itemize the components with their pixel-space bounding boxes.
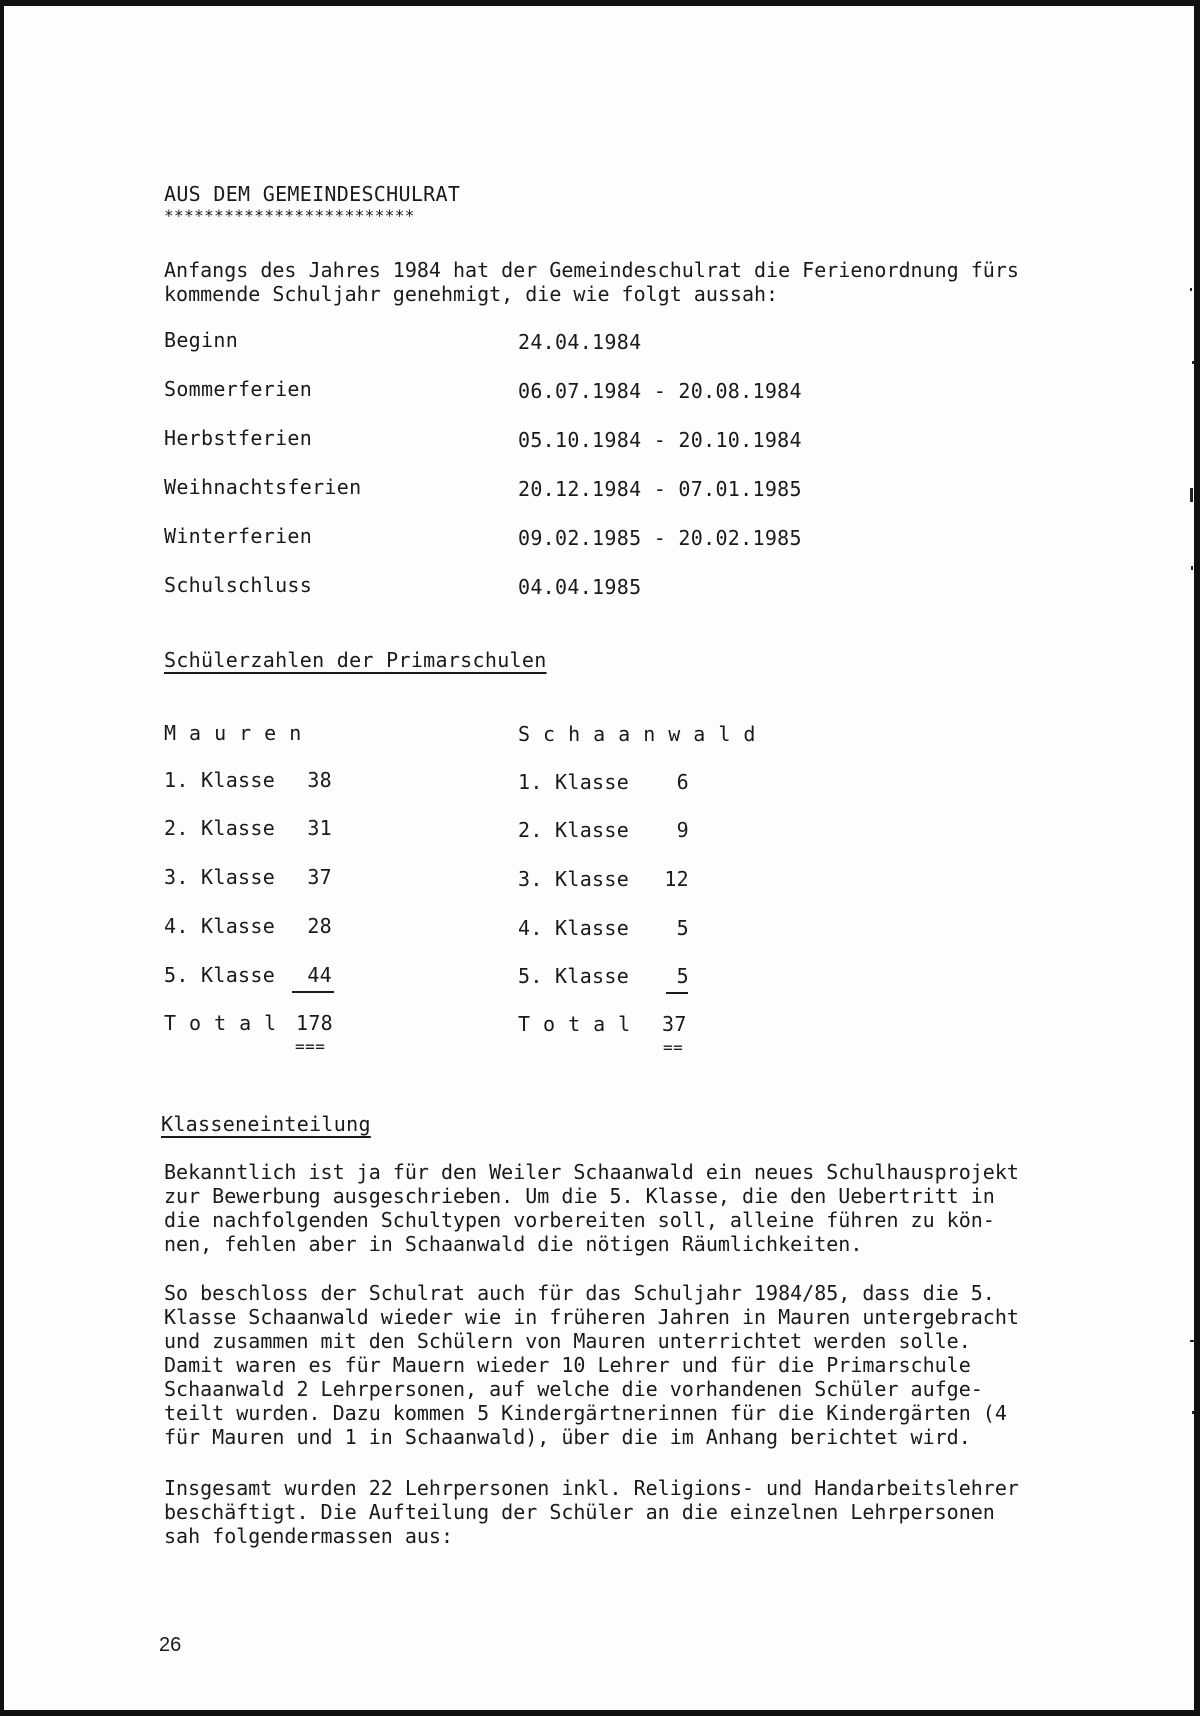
intro-line: Anfangs des Jahres 1984 hat der Gemeindeschulrat die Ferienordnung fürs — [164, 258, 1019, 282]
schedule-label: Winterferien — [164, 524, 313, 548]
heading-asterisk-rule: ************************* — [164, 206, 415, 225]
total-label: Total — [164, 1011, 290, 1035]
class-label: 2. Klasse — [164, 816, 276, 840]
paragraph-teachers — [164, 1476, 1028, 1548]
paragraph-line: Insgesamt wurden 22 Lehrpersonen inkl. Religions- und Handarbeitslehrer — [164, 1476, 1019, 1500]
schaanwald-title: Schaanwald — [518, 722, 769, 746]
paragraph-line: teilt wurden. Dazu kommen 5 Kindergärtnerinnen für die Kindergärten (4 — [164, 1401, 1007, 1425]
class-label: 3. Klasse — [518, 867, 630, 891]
class-count: 5 — [676, 964, 689, 988]
paragraph-school-project — [164, 1160, 1028, 1256]
paragraph-line: Bekanntlich ist ja für den Weiler Schaanwald ein neues Schulhausprojekt — [164, 1160, 1019, 1184]
scan-speck — [1192, 1411, 1194, 1414]
paragraph-line: die nachfolgenden Schultypen vorbereiten soll, alleine führen zu kön- — [164, 1208, 995, 1232]
paragraph-line: So beschloss der Schulrat auch für das Schuljahr 1984/85, dass die 5. — [164, 1281, 995, 1305]
paragraph-line: für Mauren und 1 in Schaanwald), über die im Anhang berichtet wird. — [164, 1425, 971, 1449]
section-heading: AUS DEM GEMEINDESCHULRAT — [164, 182, 461, 206]
class-count: 9 — [676, 818, 689, 842]
schedule-dates: 20.12.1984 - 07.01.1985 — [518, 477, 802, 501]
paragraph-line: zur Bewerbung ausgeschrieben. Um die 5. Klasse, die den Uebertritt in — [164, 1184, 995, 1208]
schedule-dates: 24.04.1984 — [518, 330, 642, 354]
class-label: 4. Klasse — [164, 914, 276, 938]
paragraph-line: Schaanwald 2 Lehrpersonen, auf welche die vorhandenen Schüler aufge- — [164, 1377, 983, 1401]
total-double-rule: == — [663, 1038, 684, 1057]
paragraph-line: nen, fehlen aber in Schaanwald die nötigen Räumlichkeiten. — [164, 1232, 863, 1256]
mauren-title: Mauren — [164, 721, 315, 745]
page-number: 26 — [159, 1634, 182, 1656]
schedule-label: Schulschluss — [164, 573, 313, 597]
class-label: 1. Klasse — [164, 768, 276, 792]
class-count: 31 — [307, 816, 332, 840]
total-value: 178 — [296, 1011, 334, 1035]
class-label: 1. Klasse — [518, 770, 630, 794]
class-count: 5 — [676, 916, 689, 940]
paragraph-line: Damit waren es für Mauern wieder 10 Lehrer und für die Primarschule — [164, 1353, 971, 1377]
class-count: 12 — [664, 867, 689, 891]
class-label: 3. Klasse — [164, 865, 276, 889]
class-division-heading: Klasseneinteilung — [161, 1112, 371, 1136]
scan-speck — [1192, 361, 1194, 364]
paragraph-line: und zusammen mit den Schülern von Mauren unterrichtet werden solle. — [164, 1329, 971, 1353]
schedule-label: Weihnachtsferien — [164, 475, 362, 499]
class-count: 6 — [676, 770, 689, 794]
sum-line — [666, 992, 688, 994]
schedule-label: Sommerferien — [164, 377, 313, 401]
scan-speck — [1190, 1340, 1194, 1342]
pupil-counts-heading: Schülerzahlen der Primarschulen — [164, 648, 547, 672]
total-value: 37 — [662, 1012, 687, 1036]
paragraph-line: beschäftigt. Die Aufteilung der Schüler an die einzelnen Lehrpersonen — [164, 1500, 995, 1524]
schedule-dates: 06.07.1984 - 20.08.1984 — [518, 379, 802, 403]
total-label: Total — [518, 1012, 644, 1036]
class-label: 4. Klasse — [518, 916, 630, 940]
class-label: 5. Klasse — [164, 963, 276, 987]
paragraph-line: sah folgendermassen aus: — [164, 1524, 453, 1548]
paragraph-line: Klasse Schaanwald wieder wie in früheren Jahren in Mauren untergebracht — [164, 1305, 1019, 1329]
schedule-label: Herbstferien — [164, 426, 313, 450]
scan-speck — [1191, 566, 1193, 570]
paragraph-school-council — [164, 1281, 1028, 1449]
schedule-dates: 04.04.1985 — [518, 575, 642, 599]
class-count: 37 — [307, 865, 332, 889]
schedule-dates: 09.02.1985 - 20.02.1985 — [518, 526, 802, 550]
total-double-rule: === — [295, 1037, 326, 1056]
class-count: 38 — [307, 768, 332, 792]
class-label: 5. Klasse — [518, 964, 630, 988]
class-count: 44 — [307, 963, 332, 987]
intro-paragraph — [164, 258, 1028, 306]
class-count: 28 — [307, 914, 332, 938]
schedule-label: Beginn — [164, 328, 239, 352]
schedule-dates: 05.10.1984 - 20.10.1984 — [518, 428, 802, 452]
scan-speck — [1190, 488, 1193, 502]
sum-line — [292, 991, 334, 993]
intro-line: kommende Schuljahr genehmigt, die wie folgt aussah: — [164, 282, 779, 306]
class-label: 2. Klasse — [518, 818, 630, 842]
scan-speck — [1190, 288, 1192, 291]
